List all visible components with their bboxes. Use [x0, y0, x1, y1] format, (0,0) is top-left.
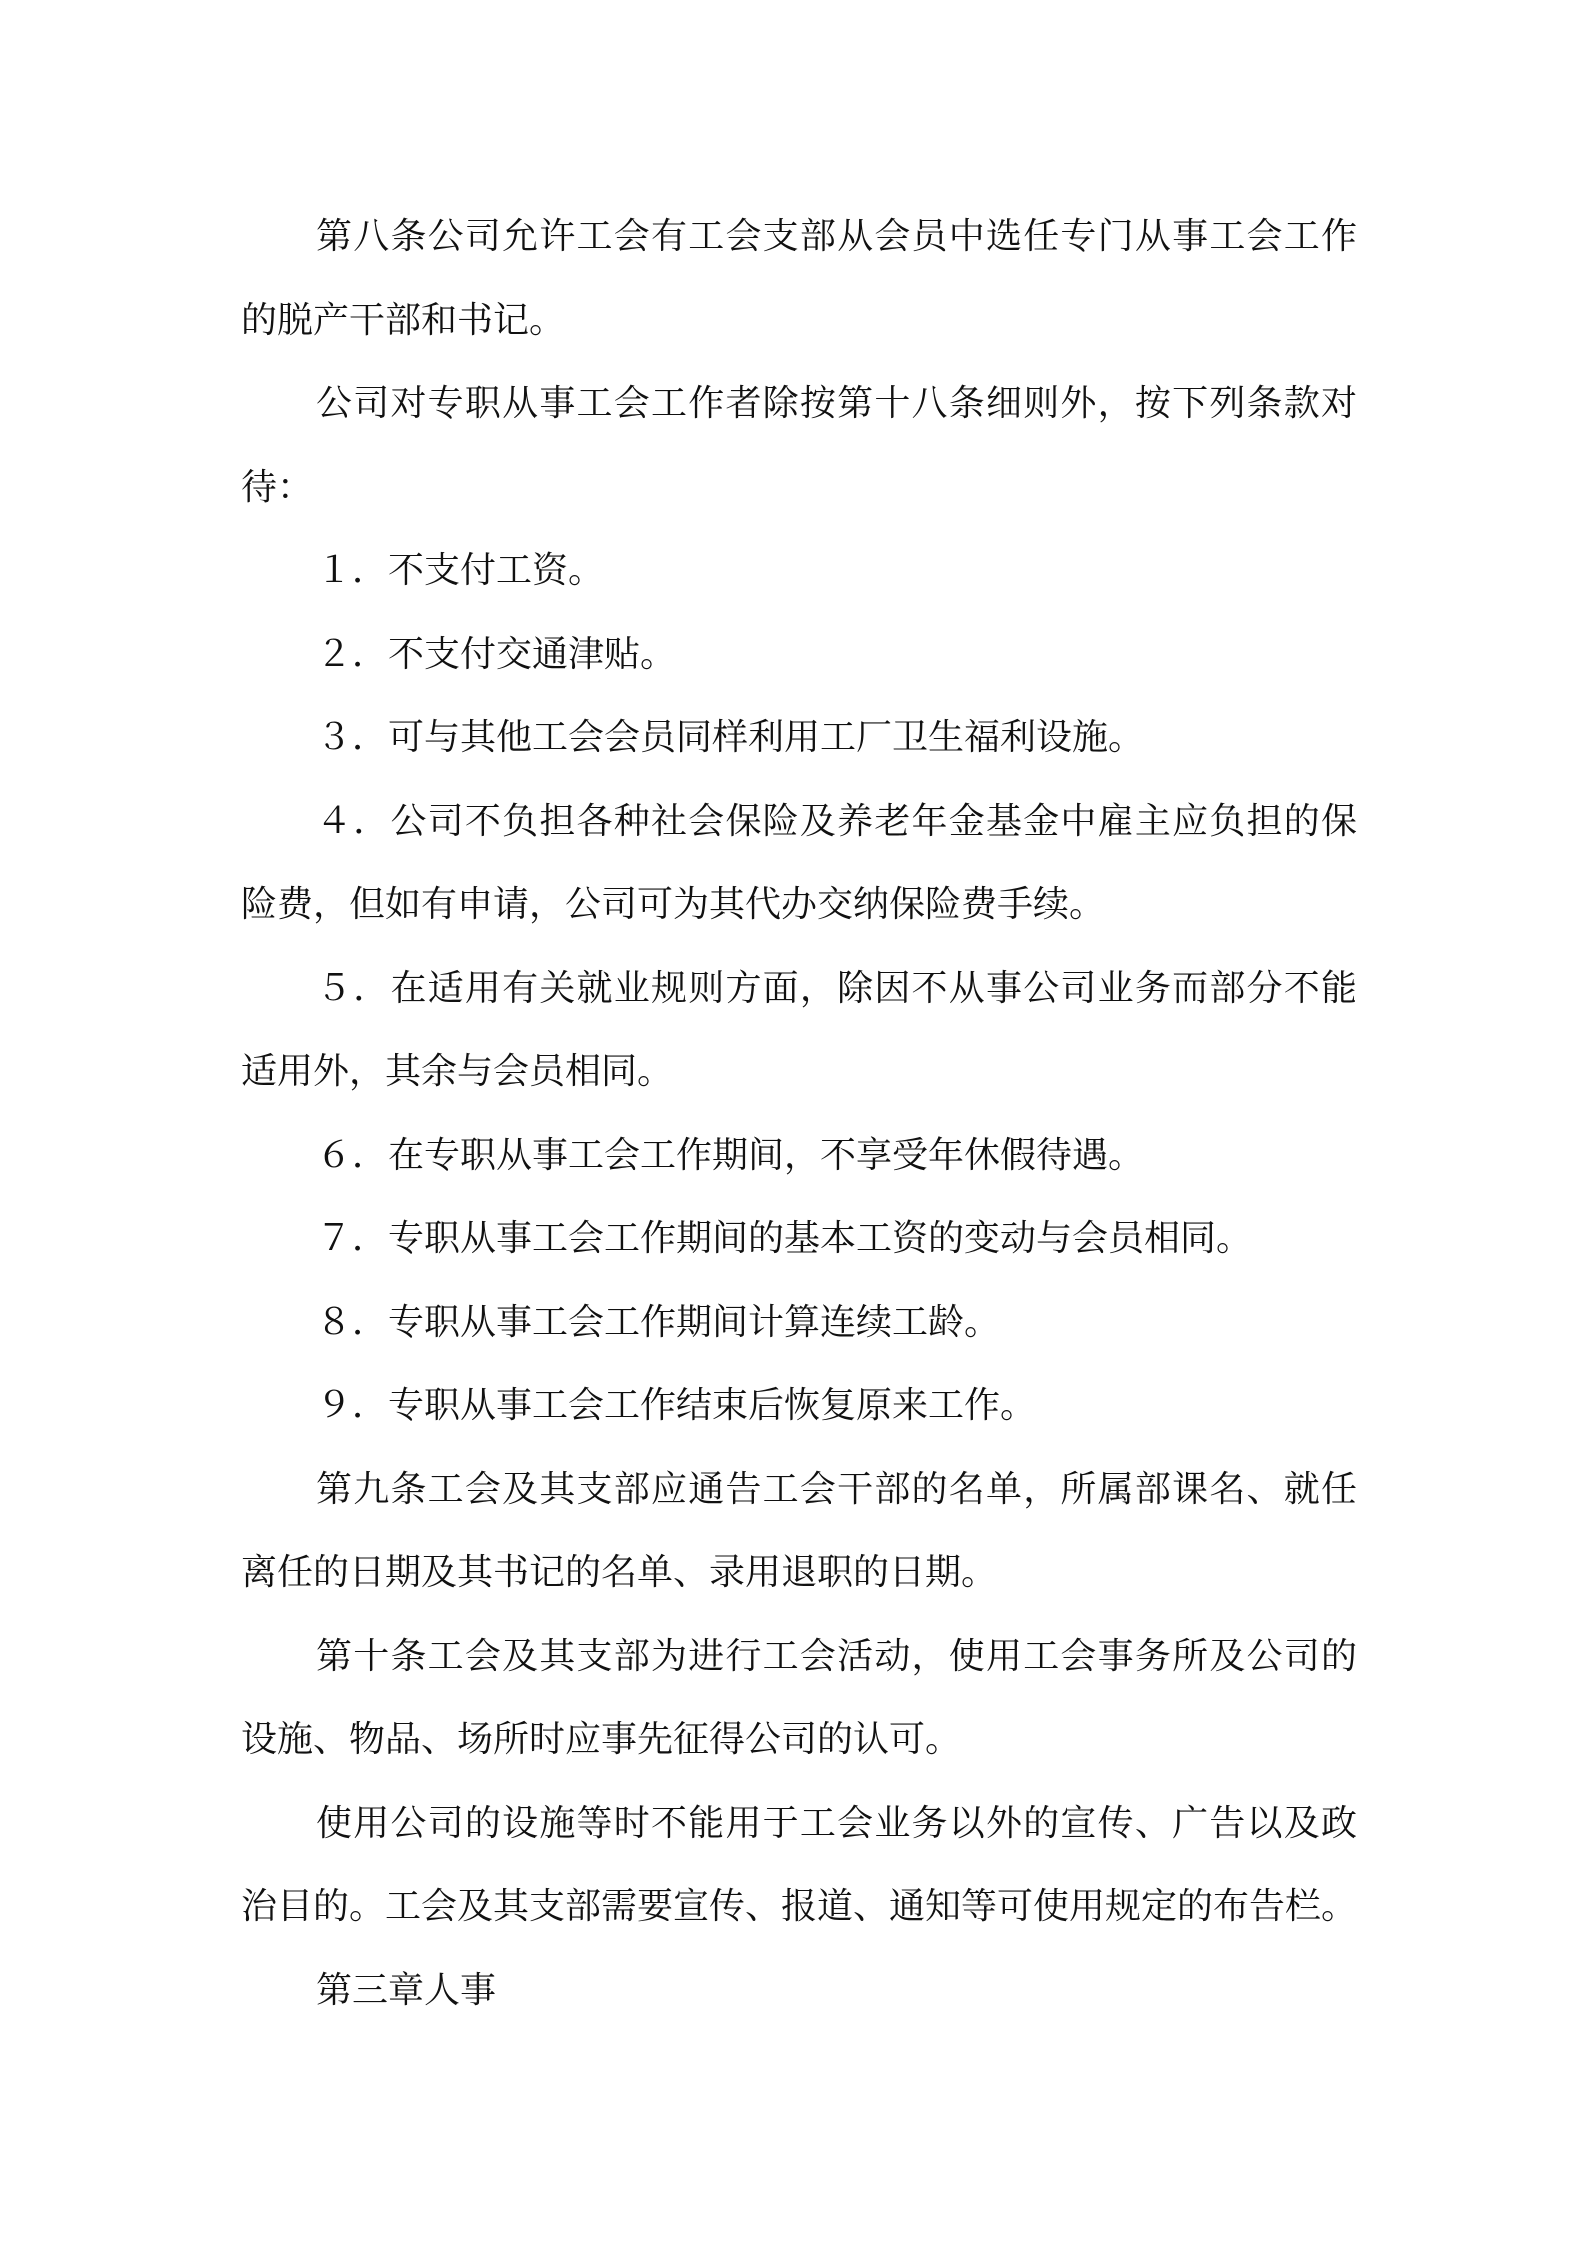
paragraph-facility-use: 使用公司的设施等时不能用于工会业务以外的宣传、广告以及政治目的。工会及其支部需要宣传、报道、通知等可使用规定的布告栏。	[241, 1802, 1358, 1927]
chapter-heading: 第三章人事	[316, 1969, 497, 2011]
list-item-9: ９．专职从事工会工作结束后恢复原来工作。	[316, 1385, 1037, 1426]
list-item-7: ７．专职从事工会工作期间的基本工资的变动与会员相同。	[316, 1218, 1253, 1259]
list-item-8: ８．专职从事工会工作期间计算连续工龄。	[316, 1301, 1001, 1343]
paragraph-article-9: 第九条工会及其支部应通告工会干部的名单，所属部课名、就任离任的日期及其书记的名单、录用退职的日期。	[241, 1468, 1357, 1593]
paragraph-article-8: 第八条公司允许工会有工会支部从会员中选任专门从事工会工作的脱产干部和书记。	[241, 216, 1357, 341]
list-item-1: １．不支付工资。	[316, 550, 605, 591]
list-item-2: ２．不支付交通津贴。	[316, 633, 677, 675]
list-item-4: ４．公司不负担各种社会保险及养老年金基金中雇主应负担的保险费，但如有申请，公司可为其代办交纳保险费手续。	[241, 800, 1357, 925]
list-item-5: ５．在适用有关就业规则方面，除因不从事公司业务而部分不能适用外，其余与会员相同。	[241, 967, 1357, 1092]
document-body	[241, 195, 1357, 2032]
paragraph-treatment-intro: 公司对专职从事工会工作者除按第十八条细则外，按下列条款对待：	[241, 383, 1357, 508]
list-item-6: ６．在专职从事工会工作期间，不享受年休假待遇。	[316, 1134, 1145, 1176]
paragraph-article-10: 第十条工会及其支部为进行工会活动，使用工会事务所及公司的设施、物品、场所时应事先征得公司的认可。	[241, 1635, 1357, 1760]
list-item-3: ３．可与其他工会会员同样利用工厂卫生福利设施。	[316, 717, 1145, 758]
